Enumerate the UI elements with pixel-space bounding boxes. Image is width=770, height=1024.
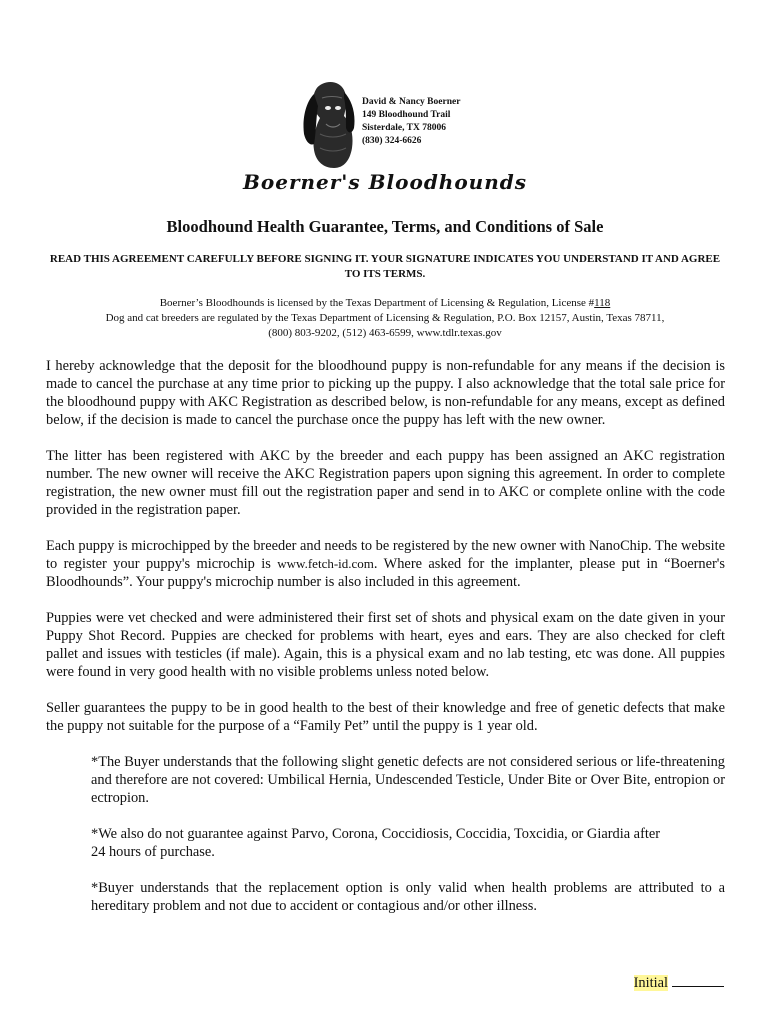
license-line-3: (800) 803-9202, (512) 463-6599, www.tdlr.texas.gov <box>268 327 502 339</box>
initial-line[interactable] <box>672 972 724 987</box>
address-line-name: David & Nancy Boerner <box>362 97 461 107</box>
license-line-2: Dog and cat breeders are regulated by the Texas Department of Licensing & Regulation, P.O. Box 12157, Austin, Texas 78711, <box>105 312 665 324</box>
microchip-website-link[interactable]: www.fetch-id.com <box>277 556 374 571</box>
agreement-body <box>46 357 725 933</box>
illness-text-a: *We also do not guarantee against Parvo, Corona, Coccidiosis, Coccidia, Toxcidia, or Giardia after <box>91 826 661 842</box>
address-line-phone: (830) 324-6626 <box>362 136 422 146</box>
license-info <box>46 296 724 341</box>
document-title: Bloodhound Health Guarantee, Terms, and Conditions of Sale <box>166 217 604 236</box>
breeder-address <box>362 96 460 148</box>
initial-label: Initial <box>633 975 668 991</box>
paragraph-deposit: I hereby acknowledge that the deposit for the bloodhound puppy is non-refundable for any means if the decision is made to cancel the purchase at any time prior to picking up the puppy. I also acknowledge that the total sale price for the bloodhound puppy with AKC Registration as described below, is non-refundable for any means, except as defined below, if the decision is made to cancel the purchase once the puppy has left with the new owner. <box>46 358 725 428</box>
license-line-1 <box>46 296 724 311</box>
note-illness-exclusions <box>91 825 725 861</box>
paragraph-microchip <box>46 537 725 591</box>
paragraph-vet-check: Puppies were vet checked and were administered their first set of shots and physical exam on the date given in your Puppy Shot Record. Puppies are checked for problems with heart, eyes and ears. They are also checked for cleft pallet and issues with testicles (if male). Again, this is a physical exam and no lab testing, etc was done. All puppies were found in very good health with no visible problems unless noted below. <box>46 610 725 680</box>
license-number: 118 <box>594 297 611 309</box>
address-line-street: 149 Bloodhound Trail <box>362 110 451 120</box>
paragraph-guarantee: Seller guarantees the puppy to be in good health to the best of their knowledge and free of genetic defects that make the puppy not suitable for the purpose of a “Family Pet” until the puppy is 1 year old. <box>46 700 725 734</box>
note-replacement-option: *Buyer understands that the replacement option is only valid when health problems are attributed to a hereditary problem and not due to accident or contagious and/or other illness. <box>91 880 725 914</box>
agreement-warning: READ THIS AGREEMENT CAREFULLY BEFORE SIGNING IT. YOUR SIGNATURE INDICATES YOU UNDERSTAND IT AND AGREE TO ITS TERMS. <box>49 253 721 280</box>
bloodhound-logo-icon <box>300 78 358 170</box>
letterhead <box>300 78 500 170</box>
microchip-text-a: Each puppy is microchipped by the breeder and needs to be registered by the new owner with NanoChip. The website to register your puppy's microchip is <box>46 538 725 572</box>
initial-field[interactable] <box>634 972 724 992</box>
brand-name: Boerner's Bloodhounds <box>242 170 528 194</box>
license-statement: Boerner’s Bloodhounds is licensed by the Texas Department of Licensing & Regulation, License # <box>159 297 595 309</box>
microchip-text-b: . Where asked for the implanter, please put in “Boerner's Bloodhounds”. Your puppy's microchip number is also included in this agreement. <box>46 556 726 590</box>
illness-text-b: 24 hours of purchase. <box>91 844 215 860</box>
address-line-city: Sisterdale, TX 78006 <box>362 123 447 133</box>
paragraph-akc-registration: The litter has been registered with AKC by the breeder and each puppy has been assigned an AKC registration number. The new owner will receive the AKC Registration papers upon signing this agreement. In order to complete registration, the new owner must fill out the registration paper and send in to AKC or complete online with the code provided in the registration paper. <box>46 448 725 518</box>
note-genetic-defects: *The Buyer understands that the following slight genetic defects are not considered serious or life-threatening and therefore are not covered: Umbilical Hernia, Undescended Testicle, Under Bite or Over Bite, entropion or ectropion. <box>91 754 725 806</box>
